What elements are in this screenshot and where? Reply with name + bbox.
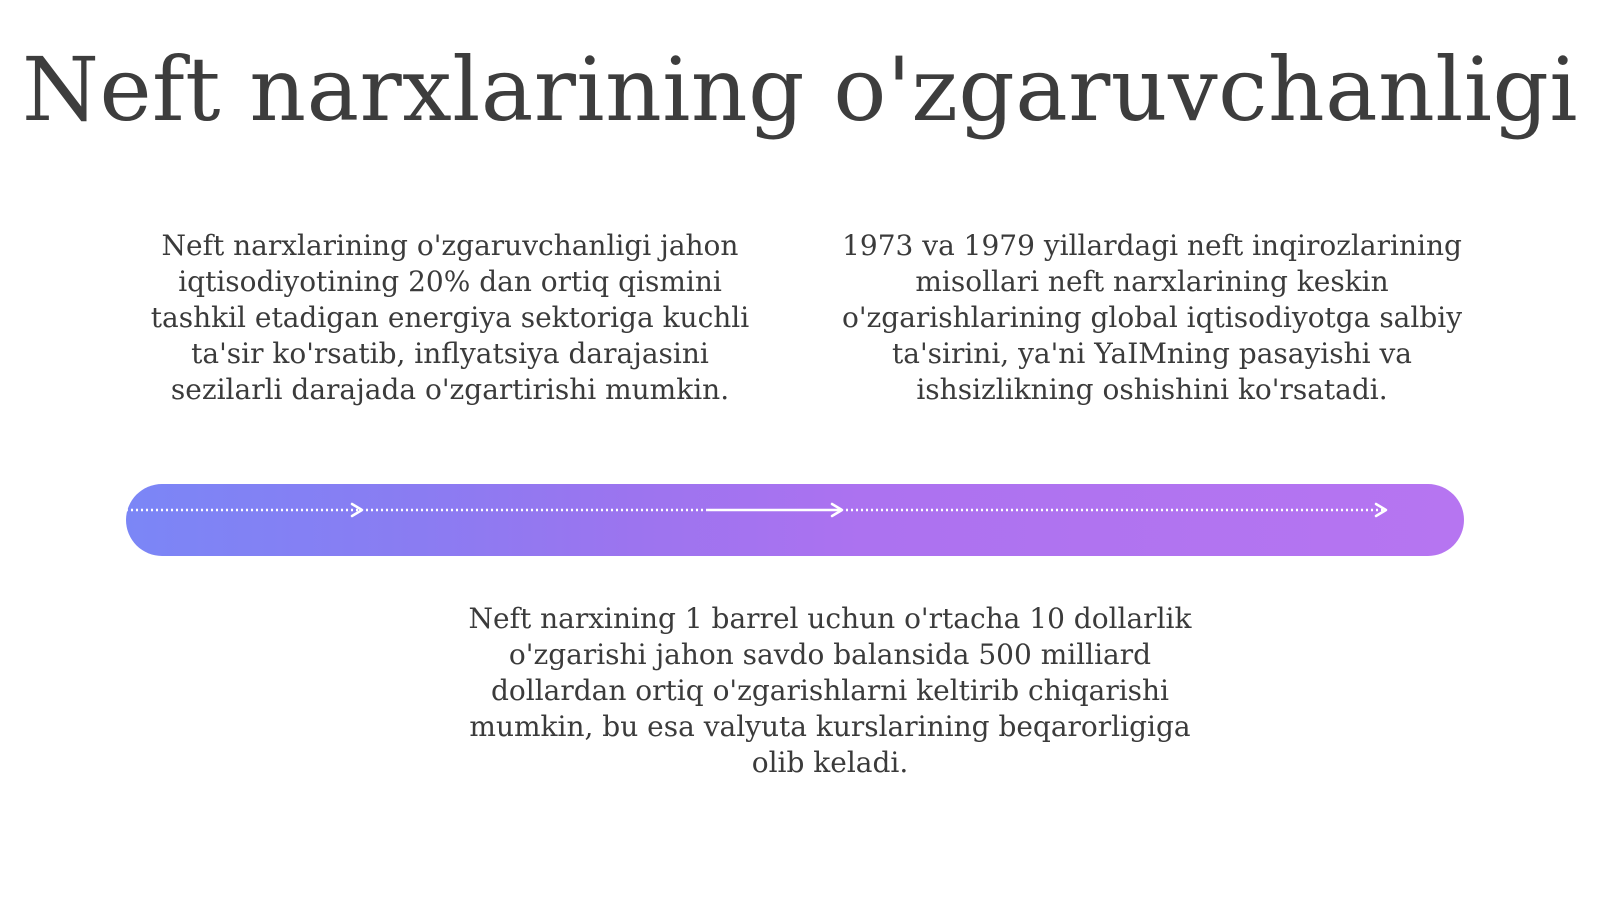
- timeline-bar: [126, 484, 1464, 556]
- slide-title: Neft narxlarining o'zgaruvchanligi: [21, 38, 1579, 141]
- point-text-2: 1973 va 1979 yillardagi neft inqirozlarining misollari neft narxlarining keskin o'zgarishlarining global iqtisodiyotga salbiy ta'sirini, ya'ni YaIMning pasayishi va ishsizlikning oshishini ko'rsatadi.: [841, 229, 1463, 406]
- point-text-3: Neft narxining 1 barrel uchun o'rtacha 10 dollarlik o'zgarishi jahon savdo balansida 500 milliard dollardan ortiq o'zgarishlarni keltirib chiqarishi mumkin, bu esa valyuta kurslarining beqarorligiga olib keladi.: [468, 602, 1192, 779]
- timeline-arrows: [126, 484, 1464, 556]
- point-text-1: Neft narxlarining o'zgaruvchanligi jahon iqtisodiyotining 20% dan ortiq qismini tashkil etadigan energiya sektoriga kuchli ta'sir ko'rsatib, inflyatsiya darajasini sezilarli darajada o'zgartirishi mumkin.: [150, 229, 750, 406]
